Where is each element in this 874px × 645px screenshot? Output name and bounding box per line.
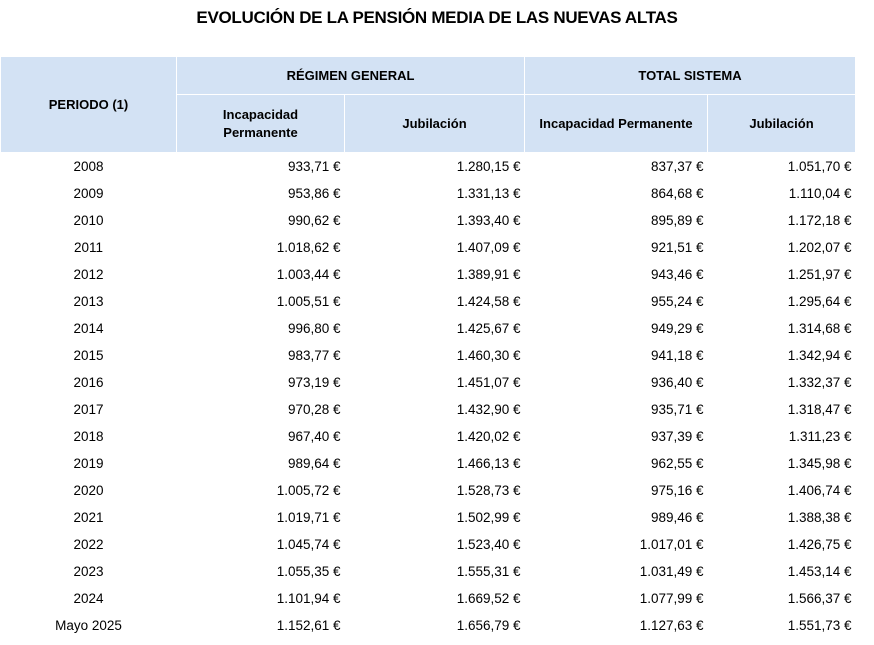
- rg-jubilacion-cell: 1.656,79 €: [456, 618, 521, 633]
- rg-jubilacion-cell: 1.432,90 €: [456, 402, 521, 417]
- ts-incapacidad-cell: 989,46 €: [650, 510, 704, 525]
- table-row: [1, 396, 856, 423]
- ts-incapacidad-cell: 1.031,49 €: [639, 564, 704, 579]
- ts-jubilacion-cell: 1.202,07 €: [787, 240, 852, 255]
- header-ts-jubilacion: Jubilación: [708, 95, 856, 153]
- table-row: [1, 261, 856, 288]
- ts-incapacidad-cell: 949,29 €: [650, 321, 704, 336]
- period-cell: 2008: [73, 159, 104, 174]
- period-cell: 2016: [73, 375, 104, 390]
- header-total-sistema: TOTAL SISTEMA: [525, 57, 856, 95]
- ts-jubilacion-cell: 1.566,37 €: [787, 591, 852, 606]
- table-row: [1, 531, 856, 558]
- period-cell: 2010: [73, 213, 104, 228]
- period-cell: 2014: [73, 321, 104, 336]
- period-cell: 2021: [73, 510, 104, 525]
- rg-incapacidad-cell: 1.005,51 €: [276, 294, 341, 309]
- table-row: [1, 369, 856, 396]
- ts-jubilacion-cell: 1.332,37 €: [787, 375, 852, 390]
- period-cell: 2009: [73, 186, 104, 201]
- rg-jubilacion-cell: 1.502,99 €: [456, 510, 521, 525]
- ts-jubilacion-cell: 1.388,38 €: [787, 510, 852, 525]
- ts-incapacidad-cell: 962,55 €: [650, 456, 704, 471]
- period-cell: 2011: [73, 240, 104, 255]
- ts-jubilacion-cell: 1.453,14 €: [787, 564, 852, 579]
- rg-jubilacion-cell: 1.389,91 €: [456, 267, 521, 282]
- table-row: [1, 288, 856, 315]
- table-row: [1, 315, 856, 342]
- ts-incapacidad-cell: 941,18 €: [650, 348, 704, 363]
- table-row: [1, 153, 856, 181]
- rg-jubilacion-cell: 1.523,40 €: [456, 537, 521, 552]
- table-row: [1, 180, 856, 207]
- rg-jubilacion-cell: 1.280,15 €: [456, 159, 521, 174]
- ts-jubilacion-cell: 1.314,68 €: [787, 321, 852, 336]
- period-cell: 2018: [73, 429, 104, 444]
- rg-incapacidad-cell: 1.055,35 €: [276, 564, 341, 579]
- rg-jubilacion-cell: 1.460,30 €: [456, 348, 521, 363]
- period-cell: 2020: [73, 483, 104, 498]
- ts-jubilacion-cell: 1.426,75 €: [787, 537, 852, 552]
- rg-incapacidad-cell: 1.045,74 €: [276, 537, 341, 552]
- period-cell: 2024: [73, 591, 104, 606]
- rg-incapacidad-cell: 983,77 €: [287, 348, 341, 363]
- rg-jubilacion-cell: 1.669,52 €: [456, 591, 521, 606]
- rg-incapacidad-cell: 996,80 €: [287, 321, 341, 336]
- ts-incapacidad-cell: 943,46 €: [650, 267, 704, 282]
- rg-incapacidad-cell: 1.005,72 €: [276, 483, 341, 498]
- period-cell: 2017: [73, 402, 104, 417]
- ts-jubilacion-cell: 1.051,70 €: [787, 159, 852, 174]
- ts-incapacidad-cell: 955,24 €: [650, 294, 704, 309]
- ts-jubilacion-cell: 1.110,04 €: [788, 186, 852, 201]
- header-rg-incapacidad: Incapacidad Permanente: [177, 95, 345, 153]
- rg-incapacidad-cell: 1.101,94 €: [276, 591, 341, 606]
- rg-incapacidad-cell: 970,28 €: [287, 402, 341, 417]
- ts-incapacidad-cell: 895,89 €: [650, 213, 704, 228]
- table-row: [1, 612, 856, 639]
- ts-incapacidad-cell: 937,39 €: [650, 429, 704, 444]
- ts-jubilacion-cell: 1.251,97 €: [787, 267, 852, 282]
- rg-incapacidad-cell: 973,19 €: [287, 375, 341, 390]
- header-period: PERIODO (1): [1, 57, 177, 153]
- ts-incapacidad-cell: 864,68 €: [650, 186, 704, 201]
- rg-jubilacion-cell: 1.528,73 €: [456, 483, 521, 498]
- period-cell: 2015: [73, 348, 104, 363]
- header-rg-jubilacion: Jubilación: [345, 95, 525, 153]
- table-row: [1, 450, 856, 477]
- rg-incapacidad-cell: 1.003,44 €: [276, 267, 341, 282]
- ts-jubilacion-cell: 1.345,98 €: [787, 456, 852, 471]
- ts-incapacidad-cell: 1.017,01 €: [639, 537, 704, 552]
- rg-incapacidad-cell: 1.019,71 €: [276, 510, 341, 525]
- rg-jubilacion-cell: 1.466,13 €: [456, 456, 521, 471]
- period-cell: Mayo 2025: [55, 618, 122, 633]
- table-row: [1, 423, 856, 450]
- ts-jubilacion-cell: 1.172,18 €: [787, 213, 852, 228]
- ts-jubilacion-cell: 1.551,73 €: [787, 618, 852, 633]
- rg-incapacidad-cell: 967,40 €: [287, 429, 341, 444]
- period-cell: 2023: [73, 564, 104, 579]
- ts-jubilacion-cell: 1.311,23 €: [788, 429, 852, 444]
- ts-incapacidad-cell: 936,40 €: [650, 375, 704, 390]
- ts-incapacidad-cell: 921,51 €: [650, 240, 704, 255]
- ts-incapacidad-cell: 975,16 €: [650, 483, 704, 498]
- rg-jubilacion-cell: 1.555,31 €: [456, 564, 521, 579]
- period-cell: 2019: [73, 456, 104, 471]
- rg-jubilacion-cell: 1.420,02 €: [456, 429, 521, 444]
- rg-jubilacion-cell: 1.407,09 €: [456, 240, 521, 255]
- rg-jubilacion-cell: 1.424,58 €: [456, 294, 521, 309]
- table-row: [1, 504, 856, 531]
- period-cell: 2022: [73, 537, 104, 552]
- rg-jubilacion-cell: 1.451,07 €: [456, 375, 521, 390]
- table-row: [1, 342, 856, 369]
- rg-incapacidad-cell: 1.152,61 €: [276, 618, 341, 633]
- table-row: [1, 234, 856, 261]
- rg-incapacidad-cell: 933,71 €: [287, 159, 341, 174]
- pension-table: [0, 56, 856, 639]
- table-row: [1, 477, 856, 504]
- rg-jubilacion-cell: 1.331,13 €: [456, 186, 521, 201]
- rg-incapacidad-cell: 1.018,62 €: [276, 240, 341, 255]
- ts-incapacidad-cell: 837,37 €: [650, 159, 704, 174]
- table-row: [1, 585, 856, 612]
- ts-incapacidad-cell: 1.127,63 €: [639, 618, 704, 633]
- header-regimen-general: RÉGIMEN GENERAL: [177, 57, 525, 95]
- rg-jubilacion-cell: 1.393,40 €: [456, 213, 521, 228]
- table-row: [1, 558, 856, 585]
- rg-incapacidad-cell: 989,64 €: [287, 456, 341, 471]
- ts-jubilacion-cell: 1.318,47 €: [787, 402, 852, 417]
- period-cell: 2012: [73, 267, 104, 282]
- period-cell: 2013: [73, 294, 104, 309]
- table-row: [1, 207, 856, 234]
- rg-jubilacion-cell: 1.425,67 €: [456, 321, 521, 336]
- page-title: EVOLUCIÓN DE LA PENSIÓN MEDIA DE LAS NUEVAS ALTAS: [196, 8, 678, 27]
- ts-jubilacion-cell: 1.342,94 €: [787, 348, 852, 363]
- ts-jubilacion-cell: 1.295,64 €: [787, 294, 852, 309]
- ts-incapacidad-cell: 1.077,99 €: [639, 591, 704, 606]
- header-ts-incapacidad: Incapacidad Permanente: [525, 95, 708, 153]
- ts-incapacidad-cell: 935,71 €: [650, 402, 704, 417]
- rg-incapacidad-cell: 953,86 €: [287, 186, 341, 201]
- table-body: [1, 153, 856, 640]
- rg-incapacidad-cell: 990,62 €: [287, 213, 341, 228]
- ts-jubilacion-cell: 1.406,74 €: [787, 483, 852, 498]
